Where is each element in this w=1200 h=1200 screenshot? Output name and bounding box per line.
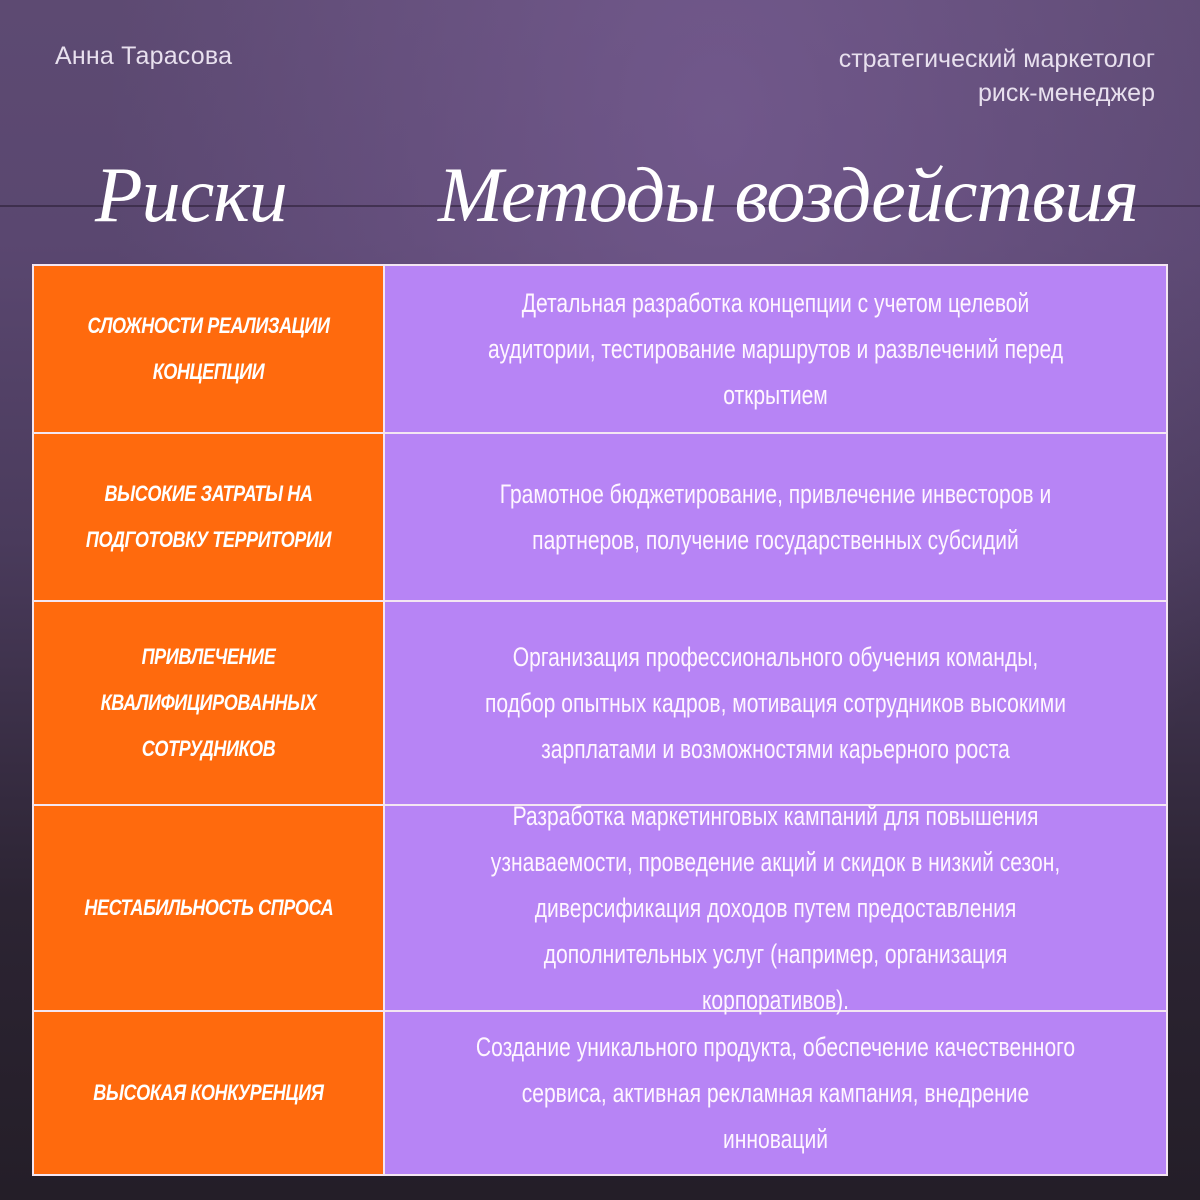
method-cell	[385, 602, 1166, 804]
risk-label: ВЫСОКИЕ ЗАТРАТЫ НА ПОДГОТОВКУ ТЕРРИТОРИИ	[85, 481, 332, 552]
table-row	[34, 434, 1166, 602]
method-text: Разработка маркетинговых кампаний для повышения узнаваемости, проведение акций и скидок в низкий сезон, диверсификация доходов путем предоставления дополнительных услуг (например, организация корпоративов).	[490, 801, 1061, 1015]
risk-cell	[34, 806, 385, 1010]
role-line-2: риск-менеджер	[977, 79, 1155, 107]
risk-cell	[34, 1012, 385, 1174]
risk-label: ПРИВЛЕЧЕНИЕ КВАЛИФИЦИРОВАННЫХ СОТРУДНИКОВ	[100, 644, 317, 761]
method-text: Организация профессионального обучения команды, подбор опытных кадров, мотивация сотрудников высокими зарплатами и возможностями карьерного роста	[484, 642, 1067, 764]
table-row	[34, 266, 1166, 434]
method-cell	[385, 1012, 1166, 1174]
table-row	[34, 602, 1166, 806]
risk-label: НЕСТАБИЛЬНОСТЬ СПРОСА	[84, 895, 333, 920]
risk-label: ВЫСОКАЯ КОНКУРЕНЦИЯ	[93, 1080, 324, 1105]
method-cell	[385, 434, 1166, 600]
column-heading-risks: Риски	[95, 151, 287, 238]
table-row	[34, 801, 1166, 1015]
role-line-1: стратегический маркетолог	[838, 45, 1155, 73]
method-cell	[385, 801, 1166, 1015]
method-cell	[385, 266, 1166, 432]
risk-label: СЛОЖНОСТИ РЕАЛИЗАЦИИ КОНЦЕПЦИИ	[87, 313, 330, 384]
risk-cell	[34, 602, 385, 804]
author-role	[839, 42, 1155, 110]
method-text: Создание уникального продукта, обеспечение качественного сервиса, активная рекламная кампания, внедрение инноваций	[475, 1032, 1076, 1154]
method-text: Грамотное бюджетирование, привлечение инвесторов и партнеров, получение государственных субсидий	[499, 479, 1052, 555]
risk-methods-table	[32, 264, 1168, 1176]
risk-cell	[34, 266, 385, 432]
table-row	[34, 1012, 1166, 1174]
author-name: Анна Тарасова	[55, 42, 233, 70]
risk-cell	[34, 434, 385, 600]
column-heading-methods: Методы воздействия	[438, 151, 1138, 238]
method-text: Детальная разработка концепции с учетом целевой аудитории, тестирование маршрутов и развлечений перед открытием	[487, 288, 1064, 410]
